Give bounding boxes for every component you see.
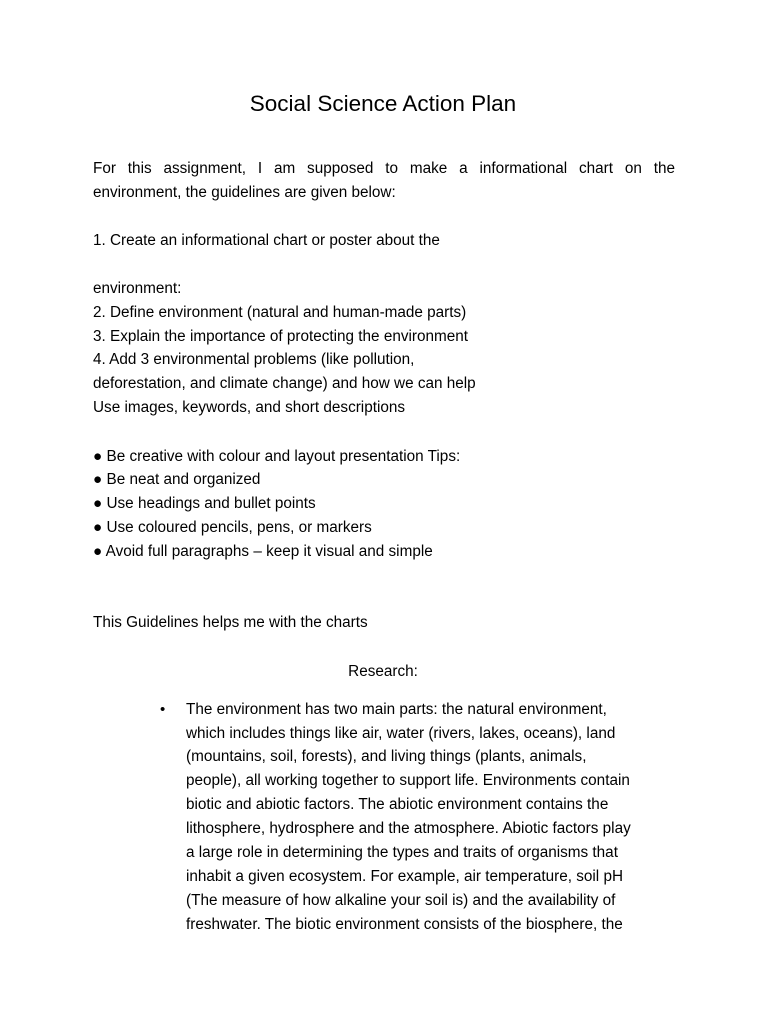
research-line: biotic and abiotic factors. The abiotic environment contains the [186,796,609,813]
closing-line: This Guidelines helps me with the charts [93,614,368,631]
guideline-item-2: 2. Define environment (natural and human-made parts) [93,304,467,321]
tip-item-5: ● Avoid full paragraphs – keep it visual and simple [93,543,433,560]
tip-item-2: ● Be neat and organized [93,471,261,488]
research-line: (The measure of how alkaline your soil is) and the availability of [186,892,616,909]
research-line: inhabit a given ecosystem. For example, air temperature, soil pH [186,868,624,885]
guideline-item-environment: environment: [93,280,182,297]
document-title: Social Science Action Plan [249,91,517,116]
guideline-item-images: Use images, keywords, and short descriptions [93,399,406,416]
research-line: (mountains, soil, forests), and living things (plants, animals, [186,748,587,765]
research-line: a large role in determining the types and traits of organisms that [186,844,618,861]
tip-item-4: ● Use coloured pencils, pens, or markers [93,519,372,536]
guideline-item-4: 4. Add 3 environmental problems (like pollution, [93,351,415,368]
research-bullet-icon: • [160,701,166,718]
research-line: freshwater. The biotic environment consists of the biosphere, the [186,916,623,933]
intro-line-2: environment, the guidelines are given below: [93,184,396,201]
tip-item-1: ● Be creative with colour and layout presentation Tips: [93,448,461,465]
guideline-item-4-cont: deforestation, and climate change) and how we can help [93,375,476,392]
research-line: which includes things like air, water (rivers, lakes, oceans), land [186,725,616,742]
research-line: lithosphere, hydrosphere and the atmosphere. Abiotic factors play [186,820,631,837]
intro-line-1: For this assignment, I am supposed to make a informational chart on the [93,160,675,177]
guideline-item-3: 3. Explain the importance of protecting the environment [93,328,468,345]
research-line: people), all working together to support life. Environments contain [186,772,630,789]
tip-item-3: ● Use headings and bullet points [93,495,316,512]
guideline-item-1: 1. Create an informational chart or poster about the [93,232,440,249]
research-heading: Research: [348,663,418,680]
research-line: The environment has two main parts: the natural environment, [186,701,607,718]
